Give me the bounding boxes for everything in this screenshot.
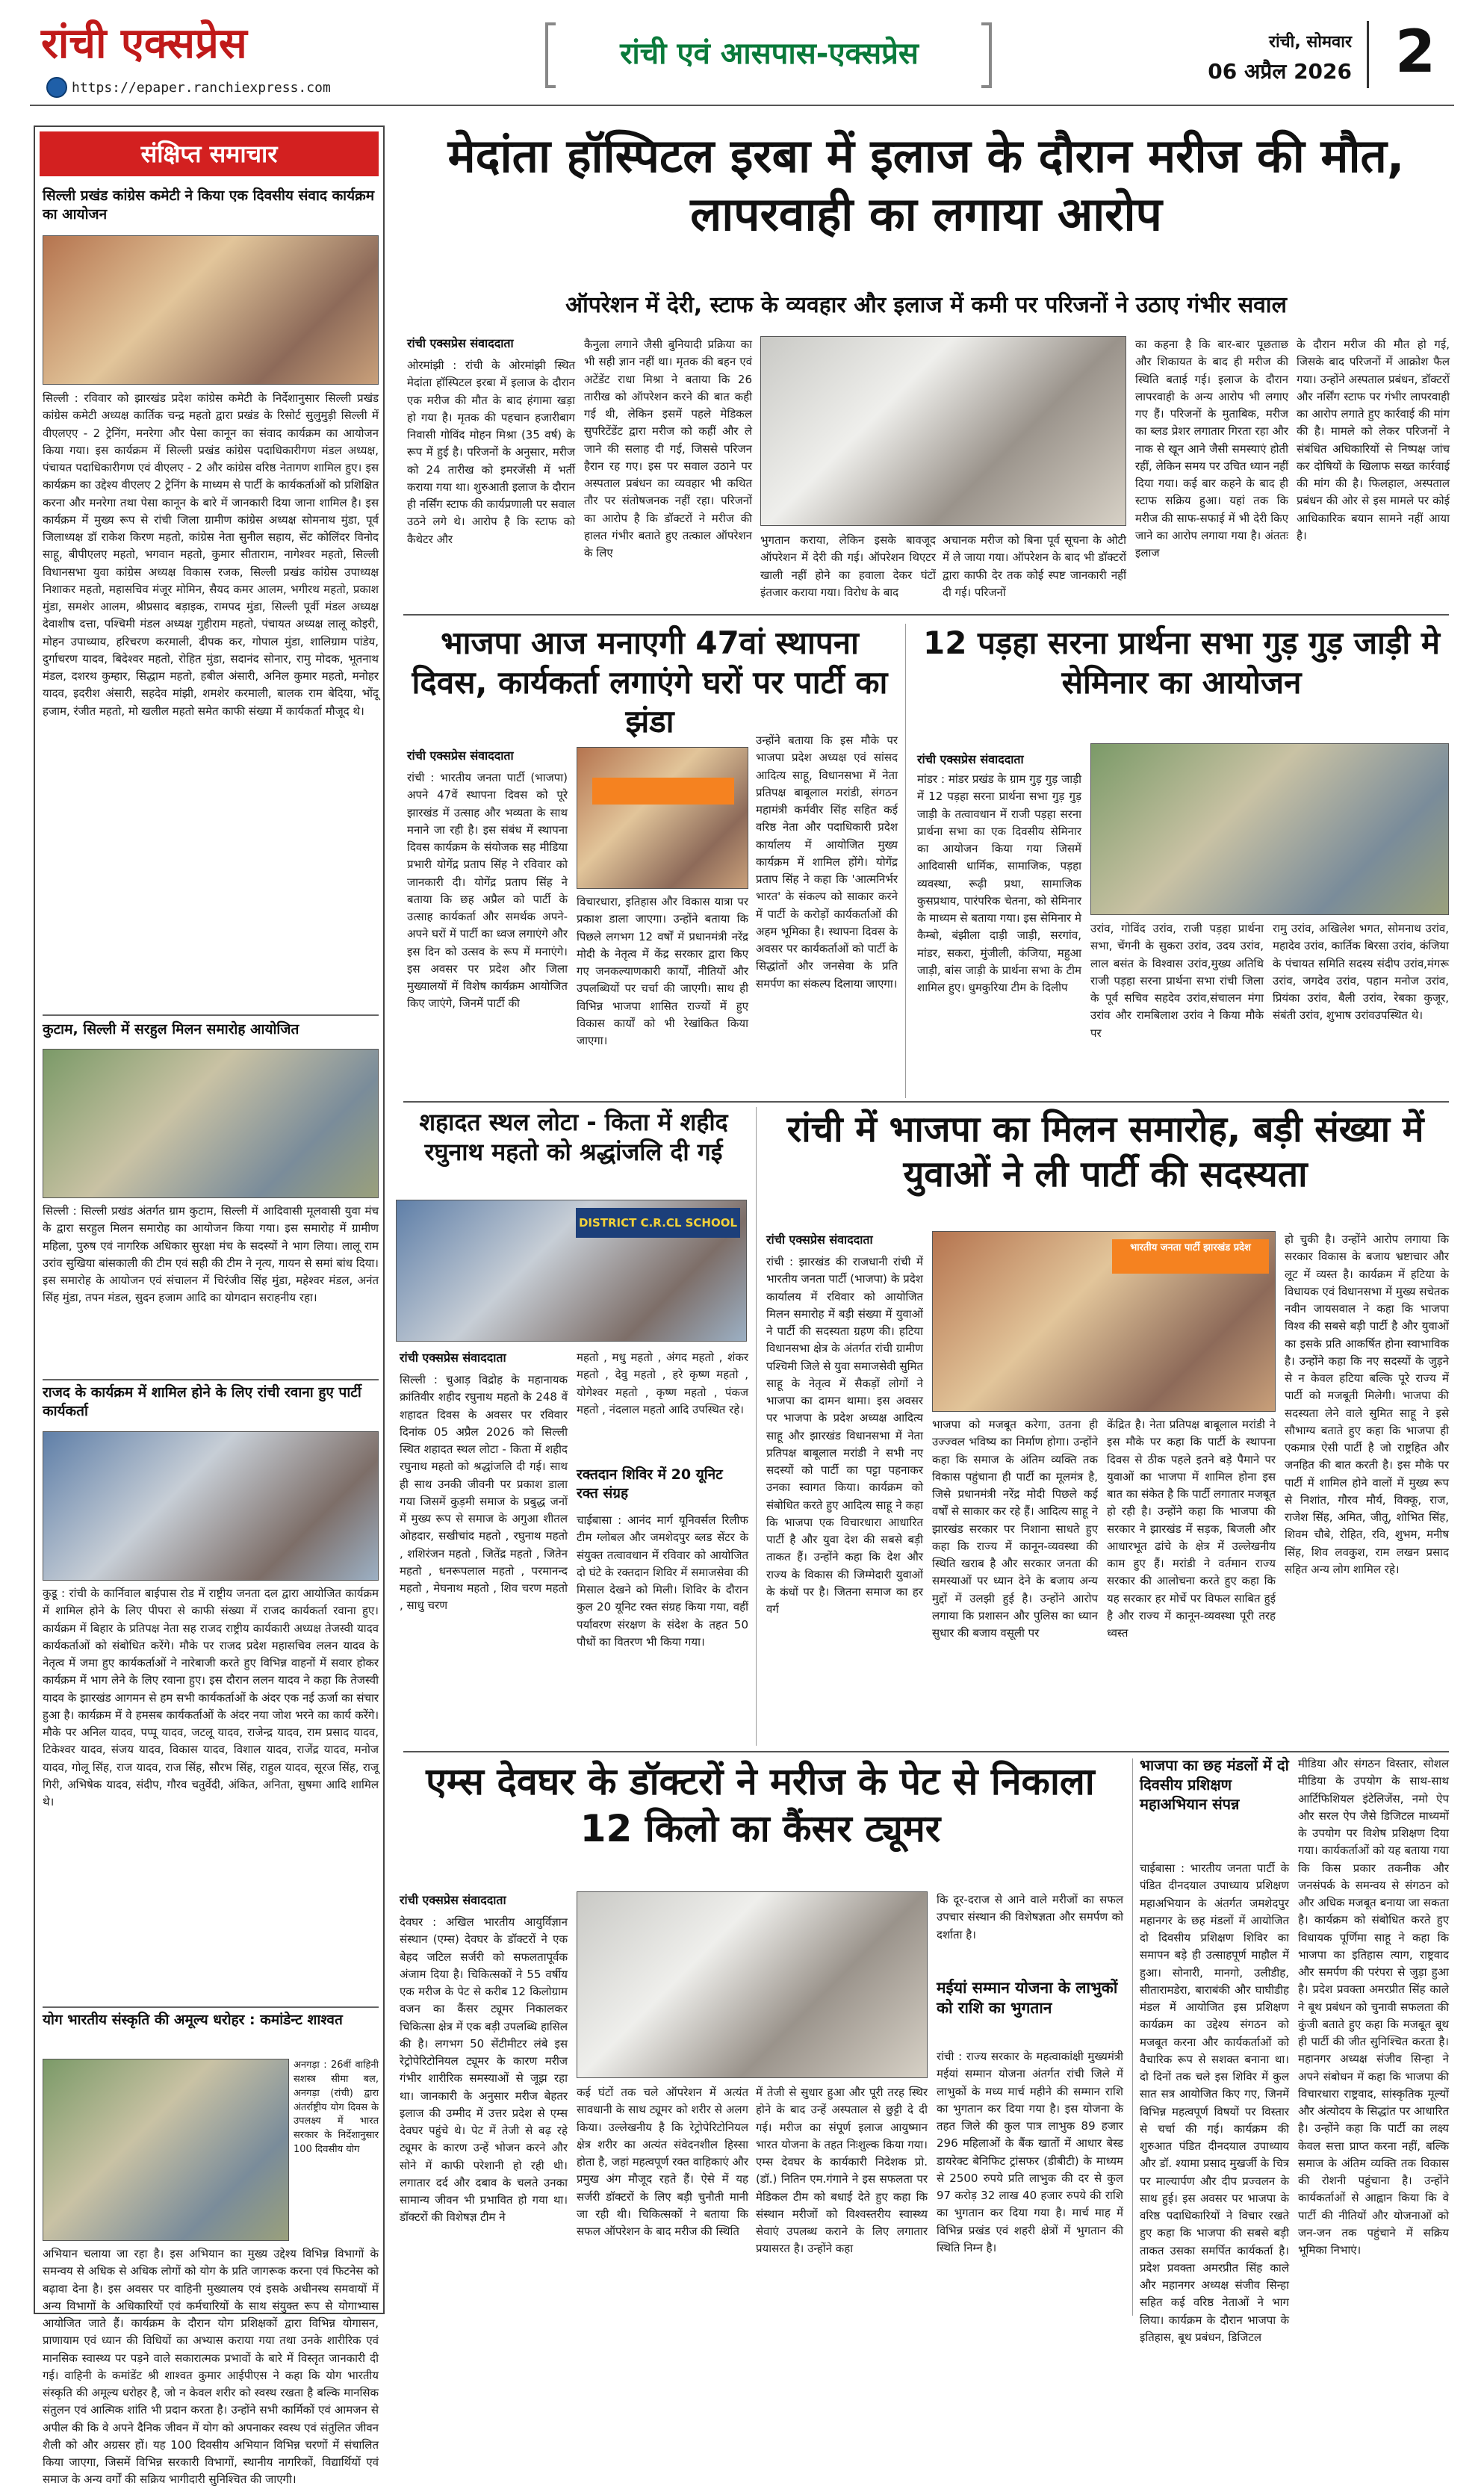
mahaabhiyan-col-1: चाईबासा : भारतीय जनता पार्टी के पंडित दीनदयाल उपाध्याय प्रशिक्षण महाअभियान के अंतर्गत जमशेदपुर महानगर के छह मंडलों में आयोजित दो दिवसीय प्रशिक्षण शिविर का समापन बड़े ही उत्साहपूर्ण माहौल में हुआ। सोनारी, मानगो, उलीडीह, सीतारामडेरा, बाराबंकी और घाघीडीह मंडल में आयोजित इस प्रशिक्षण कार्यक्रम का उद्देश्य संगठन को मजबूत करना और कार्यकर्ताओं को वैचारिक रूप से सशक्त बनाना था। दो दिनों तक चले इस शिविर में कुल सात सत्र आयोजित किए गए, जिनमें विभिन्न महत्वपूर्ण विषयों पर विस्तार से चर्चा की गई। कार्यक्रम की शुरुआत पंडित दीनदयाल उपाध्याय और डॉ. श्यामा प्रसाद मुखर्जी के चित्र पर माल्यार्पण और दीप प्रज्वलन के साथ हुई। इस अवसर पर भाजपा के वरिष्ठ पदाधिकारियों ने विचार रखते हुए कहा कि भाजपा की सबसे बड़ी ताकत उसका समर्पित कार्यकर्ता है। प्रदेश प्रवक्ता अमरप्रीत सिंह काले और महानगर अध्यक्ष संजीव सिन्हा सहित कई वरिष्ठ नेताओं ने भाग लिया। कार्यक्रम के दौरान भाजपा के इतिहास, बूथ प्रबंधन, डिजिटल xyxy=(1140,1862,1289,2344)
brief-title: संक्षिप्त समाचार xyxy=(40,131,379,176)
sarna-byline: रांची एक्सप्रेस संवाददाता xyxy=(917,752,1024,766)
brief-story-4-photo xyxy=(43,2059,289,2241)
bjp-foundation-col-2: विचारधारा, इतिहास और विकास यात्रा पर प्रकाश डाला जाएगा। उन्होंने बताया कि पिछले लगभग 12 वर्षों में प्रधानमंत्री नरेंद्र मोदी के नेतृत्व में केंद्र सरकार द्वारा किए गए जनकल्याणकारी कार्यों, नीतियों और उपलब्धियों पर चर्चा की जाएगी। साथ ही विभिन्न भाजपा शासित राज्यों में हुए विकास कार्यों को भी रेखांकित किया जाएगा। xyxy=(577,895,748,1047)
bjp-foundation-byline: रांची एक्सप्रेस संवाददाता xyxy=(407,748,514,763)
maiyan-body: रांची : राज्य सरकार के महत्वाकांक्षी मुख्यमंत्री मईयां सम्मान योजना अंतर्गत रांची जिले में लाभुकों के मध्य मार्च महीने की सम्मान राशि का भुगतान कर दिया गया है। इस योजना के तहत जिले की कुल पात्र लाभुक 89 हजार 296 महिलाओं के बैंक खातों में आधार बेस्ड डायरेक्ट बेनिफिट ट्रांसफर (डीबीटी) के माध्यम से 2500 रुपये प्रति लाभुक की दर से कुल 97 करोड़ 32 लाख 40 हजार रुपये की राशि का भुगतान कर दिया गया है। मार्च माह में विभिन्न प्रखंड एवं शहरी क्षेत्रों में भुगतान की स्थिति निम्न है। xyxy=(937,2050,1123,2254)
sarna-headline: 12 पड़हा सरना प्रार्थना सभा गुड़ गुड़ जाड़ी मे सेमिनार का आयोजन xyxy=(922,624,1441,701)
blood-donation-headline: रक्तदान शिविर में 20 यूनिट रक्त संग्रह xyxy=(577,1466,723,1501)
medanta-col-3: भुगतान कराया, लेकिन इसके बावजूद ऑपरेशन में देरी की गई। ऑपरेशन थिएटर खाली नहीं होने का हवाला देकर घंटों इंतजार कराया गया। विरोध के बाद xyxy=(760,533,936,599)
brief-story-2-photo xyxy=(43,1049,379,1198)
brief-story-3-photo xyxy=(43,1431,379,1581)
dateline-city: रांची, सोमवार xyxy=(1268,33,1352,52)
bjp-foundation-headline: भाजपा आज मनाएगी 47वां स्थापना दिवस, कार्यकर्ता लगाएंगे घरों पर पार्टी का झंडा xyxy=(412,624,888,740)
milan-col-4: हो चुकी है। उन्होंने आरोप लगाया कि सरकार विकास के बजाय भ्रष्टाचार और लूट में व्यस्त है। कार्यक्रम में हटिया के विधायक एवं विधानसभा में मुख्य सचेतक नवीन जायसवाल ने कहा कि भाजपा विश्व की सबसे बड़ी पार्टी है और युवाओं का इसके प्रति आकर्षित होना स्वाभाविक है। उन्होंने कहा कि नए सदस्यों के जुड़ने से न केवल हटिया बल्कि पूरे राज्य में पार्टी को मजबूती मिलेगी। भाजपा की सदस्यता लेने वाले सुमित साहू ने इसे सौभाग्य बताते हुए कहा कि भाजपा ही एकमात्र ऐसी पार्टी है जो राष्ट्रहित और जनहित की बात करती है। इस मौके पर पार्टी में शामिल होने वालों में मुख्य रूप से निशांत, गौरव मौर्य, विक्कू, राज, राजेश सिंह, अमित, जीतू, शोभित सिंह, शिवम चौबे, रोहित, रवि, शुभम, मनीष सिंह, शिव लवकुश, राम लखन प्रसाद सहित अन्य लोग शामिल रहे। xyxy=(1285,1233,1449,1576)
brief-story-2-headline: कुटाम, सिल्ली में सरहुल मिलन समारोह आयोजित xyxy=(43,1021,299,1038)
section-bracket-left xyxy=(545,22,556,88)
bjp-office-board xyxy=(592,778,734,805)
brief-story-3-body: कुडू : रांची के कार्निवाल बाईपास रोड में राष्ट्रीय जनता दल द्वारा आयोजित कार्यक्रम में शामिल होने के लिए पीपरा से काफी संख्या में राजद कार्यकर्ता रवाना हुए। कार्यक्रम में बिहार के प्रतिपक्ष नेता सह राजद राष्ट्रीय कार्यकारी अध्यक्ष तेजस्वी यादव कार्यकर्ताओं को संबोधित करेंगे। मौके पर राजद प्रदेश महासचिव ललन यादव के नेतृत्व में जमा हुए कार्यकर्ताओं ने नारेबाजी करते हुए विभिन्न वाहनों में सवार होकर कार्यक्रम में भाग लेने के लिए रवाना हुए। इस दौरान ललन यादव ने कहा कि तेजस्वी यादव के झारखंड आगमन से हम सभी कार्यकर्ताओं के अंदर एक नई ऊर्जा का संचार हुआ है। कार्यक्रम में वे हमसब कार्यकर्ताओं के अंदर नया जोश भरने का कार्य करेंगे। मौके पर अनिल यादव, पप्पू यादव, जटलू यादव, राजेन्द्र यादव, राम प्रसाद यादव, टिकेश्वर यादव, संजय यादव, विकास यादव, विशाल यादव, राजेंद्र यादव, मनोज यादव, गोलू सिंह, राज यादव, राज सिंह, सौरभ सिंह, राहुल यादव, सूरज सिंह, राजू गिरी, अभिषेक यादव, संदीप, गौरव चतुर्वेदी, अंकित, अनिता, सुषमा आदि शामिल थे। xyxy=(43,1587,379,1808)
bjp-foundation-col-1: रांची : भारतीय जनता पार्टी (भाजपा) अपने 47वें स्थापना दिवस को पूरे झारखंड में उत्साह और भव्यता के साथ मनाने जा रही है। इस संबंध में स्थापना दिवस कार्यक्रम के संयोजक सह मीडिया प्रभारी योगेंद्र प्रताप सिंह ने रविवार को जानकारी दी। योगेंद्र प्रताप सिंह ने बताया कि छह अप्रैल को पार्टी के उत्साह कार्यकर्ता और समर्थक अपने-अपने घरों में पार्टी का ध्वज लगाएंगे और इस दिन को उत्सव के रूप में मनाएंगे। इस अवसर पर प्रदेश और जिला मुख्यालयों में विशेष कार्यक्रम आयोजित किए जाएंगे, जिनमें पार्टी की xyxy=(407,771,568,1011)
aiims-col-3: में तेजी से सुधार हुआ और पूरी तरह स्थिर होने के बाद उन्हें अस्पताल से छुट्टी दे दी गई। मरीज का संपूर्ण इलाज आयुष्मान भारत योजना के तहत निःशुल्क किया गया। एम्स देवघर के कार्यकारी निदेशक प्रो. (डॉ.) नितिन एम.गंगाने ने इस सफलता पर मेडिकल टीम को बधाई देते हुए कहा कि संस्थान मरीजों को विश्वस्तरीय स्वास्थ्य सेवाएं उपलब्ध कराने के लिए लगातार प्रयासरत है। उन्होंने कहा xyxy=(756,2086,928,2256)
page-number: 2 xyxy=(1394,19,1436,86)
brief-story-3-headline: राजद के कार्यक्रम में शामिल होने के लिए रांची रवाना हुए पार्टी कार्यकर्ता xyxy=(43,1384,361,1419)
bjp-foundation-col-3: उन्होंने बताया कि इस मौके पर भाजपा प्रदेश अध्यक्ष एवं सांसद आदित्य साहू, विधानसभा में नेता प्रतिपक्ष बाबूलाल मरांडी, संगठन महामंत्री कर्मवीर सिंह सहित कई वरिष्ठ नेता और पदाधिकारी प्रदेश कार्यालय में आयोजित मुख्य कार्यक्रम में शामिल होंगे। योगेंद्र प्रताप सिंह ने कहा कि 'आत्मनिर्भर भारत' के संकल्प को साकार करने में पार्टी के करोड़ों कार्यकर्ताओं की अहम भूमिका है। स्थापना दिवस के अवसर पर कार्यकर्ताओं को पार्टी के सिद्धांतों और जनसेवा के प्रति समर्पण का संकल्प दिलाया जाएगा। xyxy=(756,734,898,991)
website-url[interactable]: https://epaper.ranchiexpress.com xyxy=(72,80,331,96)
masthead xyxy=(0,0,1484,112)
bjp-office-photo xyxy=(577,747,748,889)
aiims-col-4: कि दूर-दराज से आने वाले मरीजों का सफल उपचार संस्थान की विशेषज्ञता और समर्पण को दर्शाता है। xyxy=(937,1893,1123,1941)
milan-col-2: भाजपा को मजबूत करेगा, उतना ही उज्ज्वल भविष्य का निर्माण होगा। उन्होंने कहा कि समाज के अंतिम व्यक्ति तक विकास पहुंचाना ही पार्टी का मूलमंत्र है, जिसे प्रधानमंत्री नरेंद्र मोदी पिछले कई वर्षों से साकार कर रहे हैं। आदित्य साहू ने झारखंड सरकार पर निशाना साधते हुए कहा कि राज्य में कानून-व्यवस्था की स्थिति खराब है और सरकार जनता की समस्याओं पर ध्यान देने के बजाय अन्य मुद्दों में उलझी हुई है। उन्होंने आरोप लगाया कि प्रशासन और पुलिस का ध्यान सुधार की बजाय वसूली पर xyxy=(932,1418,1098,1640)
milan-headline: रांची में भाजपा का मिलन समारोह, बड़ी संख्या में युवाओं ने ली पार्टी की सदस्यता xyxy=(786,1109,1424,1195)
brief-story-2-body: सिल्ली : सिल्ली प्रखंड अंतर्गत ग्राम कुटाम, सिल्ली में आदिवासी मूलवासी युवा मंच के द्वारा सरहुल मिलन समारोह का आयोजन किया गया। इस समारोह में ग्रामीण महिला, पुरुष एवं नागरिक अधिकार सुरक्षा मंच के सदस्यों ने भाग लिया। लालू राम उरांव सुखिया बांसकाली की टीम एवं सही की टीम ने नृत्य, गायन से समां बांध दिया। इस समारोह के आयोजन एवं संचालन में चिरंजीव सिंह मुंडा, महेश्वर मंडल, अनंत सिंह मुंडा, तपन मंडल, सुदन हजाम आदि का योगदान सराहनीय रहा। xyxy=(43,1204,379,1305)
shahadat-col-1: सिल्ली : चुआड़ विद्रोह के महानायक क्रांतिवीर शहीद रघुनाथ महतो के 248 वें शहादत दिवस के अवसर पर रविवार दिनांक 05 अप्रैल 2026 को सिल्ली स्थित शहादत स्थल लोटा - किता में शहीद रघुनाथ महतो को श्रद्धांजलि दी गई। साथ ही साथ उनकी जीवनी पर प्रकाश डाला गया जिसमें कुड़मी समाज के प्रबुद्ध जनों में मुख्य रूप से समाज के अगुआ शीतल ओहदार, सखीचांद महतो , रघुनाथ महतो , शशिरंजन महतो , जितेंद्र महतो , जितेन महतो , धनरूपलाल महतो , परमानन्द महतो , मेघनाथ महतो , शिव चरण महतो , साधु चरण xyxy=(400,1373,568,1613)
milan-col-3: केंद्रित है। नेता प्रतिपक्ष बाबूलाल मरांडी ने इस मौके पर कहा कि पार्टी के स्थापना दिवस से ठीक पहले इतने बड़े पैमाने पर युवाओं का भाजपा में शामिल होना इस बात का संकेत है कि पार्टी लगातार मजबूत हो रही है। उन्होंने कहा कि भाजपा की सरकार ने झारखंड में सड़क, बिजली और आधारभूत ढांचे के क्षेत्र में उल्लेखनीय काम हुए हैं। मरांडी ने वर्तमान राज्य सरकार की आलोचना करते हुए कहा कि यह सरकार हर मोर्चे पर विफल साबित हुई है और राज्य में कानून-व्यवस्था पूरी तरह ध्वस्त xyxy=(1107,1418,1276,1640)
mahaabhiyan-col-2: मीडिया और संगठन विस्तार, सोशल मीडिया के उपयोग के साथ-साथ आर्टिफिशियल इंटेलिजेंस, नमो ऐप और सरल ऐप जैसे डिजिटल माध्यमों के उपयोग पर विशेष प्रशिक्षण दिया गया। कार्यकर्ताओं को यह बताया गया कि किस प्रकार तकनीक और जनसंपर्क के समन्वय से संगठन को और अधिक मजबूत बनाया जा सकता है। कार्यक्रम को संबोधित करते हुए विधायक पूर्णिमा साहू ने कहा कि भाजपा का इतिहास त्याग, राष्ट्रवाद और समर्पण की परंपरा से जुड़ा हुआ है। प्रदेश प्रवक्ता अमरप्रीत सिंह काले ने बूथ प्रबंधन को चुनावी सफलता की कुंजी बताते हुए कहा कि मजबूत बूथ ही पार्टी की जीत सुनिश्चित करता है। महानगर अध्यक्ष संजीव सिन्हा ने अपने संबोधन में कहा कि भाजपा की विचारधारा राष्ट्रवाद, सांस्कृतिक मूल्यों और अंत्योदय के सिद्धांत पर आधारित है। उन्होंने कहा कि पार्टी का लक्ष्य केवल सत्ता प्राप्त करना नहीं, बल्कि समाज के अंतिम व्यक्ति तक विकास की रोशनी पहुंचाना है। उन्होंने कार्यकर्ताओं से आह्वान किया कि वे पार्टी की नीतियों और योजनाओं को जन-जन तक पहुंचाने में सक्रिय भूमिका निभाएं। xyxy=(1298,1757,1450,2257)
aiims-doctors-photo xyxy=(577,1891,928,2078)
school-banner: DISTRICT C.R.CL SCHOOL xyxy=(576,1208,740,1238)
aiims-headline: एम्स देवघर के डॉक्टरों ने मरीज के पेट से निकाला 12 किलो का कैंसर ट्यूमर xyxy=(426,1760,1095,1850)
brief-story-1-photo xyxy=(43,235,379,385)
sarna-seminar-photo xyxy=(1090,743,1449,915)
masthead-logo: रांची एक्सप्रेस xyxy=(41,19,247,68)
shahadat-headline: शहादत स्थल लोटा - किता में शहीद रघुनाथ महतो को श्रद्धांजलि दी गई xyxy=(419,1108,728,1166)
medanta-col-1: ओरमांझी : रांची के ओरमांझी स्थित मेदांता हॉस्पिटल इरबा में इलाज के दौरान एक मरीज की मौत के बाद हंगामा खड़ा हो गया है। मृतक की पहचान हजारीबाग निवासी गोविंद मोहन मिश्रा (35 वर्ष) के रूप में हुई है। परिजनों के अनुसार, मरीज को 24 तारीख को इमरजेंसी में भर्ती कराया गया था। शुरुआती इलाज के दौरान ही नर्सिंग स्टाफ की कार्यप्रणाली पर सवाल उठने लगे थे। आरोप है कि स्टाफ को कैथेटर और xyxy=(407,359,575,546)
medanta-subhead: ऑपरेशन में देरी, स्टाफ के व्यवहार और इलाज में कमी पर परिजनों ने उठाए गंभीर सवाल xyxy=(565,292,1287,318)
blood-donation-body: चाईबासा : आनंद मार्ग यूनिवर्सल रिलीफ टीम ग्लोबल और जमशेदपुर ब्लड सेंटर के संयुक्त तत्वावधान में रविवार को आयोजित दो घंटे के रक्तदान शिविर में समाजसेवा की मिसाल देखने को मिली। शिविर के दौरान कुल 20 यूनिट रक्त संग्रह किया गया, वहीं पर्यावरण संरक्षण के संदेश के तहत 50 पौधों का वितरण भी किया गया। xyxy=(577,1513,748,1649)
section-bracket-right xyxy=(981,22,992,88)
shahadat-col-2: महतो , मधु महतो , अंगद महतो , शंकर महतो , देवु महतो , हरे कृष्ण महतो , योगेश्वर महतो , कृष्ण महतो , पंकज महतो , नंदलाल महतो आदि उपस्थित रहे। xyxy=(577,1351,748,1416)
sarna-col-1: मांडर : मांडर प्रखंड के ग्राम गुड़ गुड़ जाड़ी में 12 पड़हा सरना प्रार्थना सभा गुड़ गुड़ जाड़ी के तत्वावधान में राजी पड़हा सरना प्रार्थना सभा का एक दिवसीय सेमिनार का आयोजन किया गया जिसमें आदिवासी धार्मिक, सामाजिक, पड़हा व्यवस्था, रूढ़ी प्रथा, सामाजिक कुसप्रथाय, पारंपरिक चेतना, को सेमिनार के माध्यम से बताया गया। इस सेमिनार मे कैम्बो, बंझीला दाड़ी जाड़ी, सरगांव, मांडर, सकरा, मुंजीली, कंजिया, महुआ जाड़ी, बांस जाड़ी के प्रार्थना सभा के टीम शामिल हुए। धुमकुरिया टीम के दिलीप xyxy=(917,772,1081,994)
brief-story-1-headline: सिल्ली प्रखंड कांग्रेस कमेटी ने किया एक दिवसीय संवाद कार्यक्रम का आयोजन xyxy=(43,187,375,223)
brief-story-4-body-b: अभियान चलाया जा रहा है। इस अभियान का मुख्य उद्देश्य विभिन्न विभागों के समन्वय से अधिक से अधिक लोगों को योग के प्रति जागरूक करना एवं फिटनेस को बढ़ावा देना है। इस अवसर पर वाहिनी मुख्यालय एवं इसके अधीनस्थ समवायों में अन्य विभागों के अधिकारियों एवं कर्मचारियों के साथ संयुक्त रूप से योगाभ्यास आयोजित जाते हैं। कार्यक्रम के दौरान योग प्रशिक्षकों द्वारा विभिन्न योगासन, प्राणायाम एवं ध्यान की विधियों का अभ्यास कराया गया तथा उनके शारीरिक एवं मानसिक स्वास्थ्य पर पड़ने वाले सकारात्मक प्रभावों के बारे में विस्तृत जानकारी दी गई। वाहिनी के कमांडेंट श्री शाश्वत कुमार आईपीएस ने कहा कि योग भारतीय संस्कृति की अमूल्य धरोहर है, जो न केवल शरीर को स्वस्थ रखता है बल्कि मानसिक संतुलन एवं आत्मिक शांति भी प्रदान करता है। उन्होंने सभी कार्मिकों एवं आमजन से अपील की कि वे अपने दैनिक जीवन में योग को अपनाकर स्वस्थ एवं संतुलित जीवन शैली को और अग्रसर हों। यह 100 दिवसीय अभियान विभिन्न चरणों में संचालित किया जाएगा, जिसमें विभिन्न सरकारी विभागों, स्थानीय नागरिकों, विद्यार्थियों एवं समाज के अन्य वर्गों की सक्रिय भागीदारी सुनिश्चित की जाएगी। xyxy=(43,2247,379,2487)
shahadat-photo xyxy=(396,1200,747,1342)
dateline-date: 06 अप्रैल 2026 xyxy=(1208,59,1352,84)
medanta-col-6: के दौरान मरीज की मौत हो गई, जिसके बाद परिजनों में आक्रोश फैल गया। उन्होंने अस्पताल प्रबंधन, डॉक्टरों और नर्सिंग स्टाफ पर गंभीर लापरवाही का आरोप लगाते हुए कार्रवाई की मांग की है। मामले को लेकर परिजनों ने संबंधित अधिकारियों से निष्पक्ष जांच कर दोषियों के खिलाफ सख्त कार्रवाई की मांग की है। फिलहाल, अस्पताल प्रबंधन की ओर से इस मामले पर कोई आधिकारिक बयान सामने नहीं आया है। xyxy=(1297,338,1450,542)
brief-story-1-body: सिल्ली : रविवार को झारखंड प्रदेश कांग्रेस कमेटी के निर्देशानुसार सिल्ली प्रखंड कांग्रेस कमेटी अध्यक्ष कार्तिक चन्द्र महतो द्वारा प्रखंड के रिसोर्ट सुलुमुड़ी सिल्ली में वीएलएए - 2 ट्रेनिंग, मनरेगा और पेसा कानून का संवाद कार्यक्रम का आयोजन किया गया। इस कार्यक्रम में सिल्ली प्रखंड कांग्रेस पदाधिकारीगण मंडल अध्यक्ष, पंचायत पदाधिकारीगण एवं वीएलए - 2 और कांग्रेस वरिष्ठ नेतागण शामिल हुए। इस कार्यक्रम का उद्देश्य वीएलए 2 ट्रेनिंग के माध्यम से पार्टी के कार्यकर्ताओं को प्रशिक्षित करना और मनरेगा तथा पेसा कानून के बारे में जानकारी दिया जाना शामिल है। इस कार्यक्रम में मुख्य रूप से रांची जिला ग्रामीण कांग्रेस अध्यक्ष सोमनाथ मुंडा, पूर्व जिलाध्यक्ष डॉ राकेश किरण महतो, कांग्रेस नेता सुनील सहाय, सेंट कोलिंदर विनोद साहू, बीपीएलए महतो, भगवान महतो, कुमार सीताराम, नागेश्वर महतो, सिल्ली विधानसभा युवा कांग्रेस अध्यक्ष विकास रजक, सिल्ली प्रखंड कांग्रेस उपाध्यक्ष निशाकर महतो, महासचिव मंजूर मोमिन, सैयद कमर आलम, भगीरथ महतो, प्रकाश मुंडा, समशेर आलम, श्रीप्रसाद बड़ाइक, रामपद मुंडा, सिल्ली पूर्वी मंडल अध्यक्ष देवाशीष दत्ता, पश्चिमी मंडल अध्यक्ष गुहीराम महतो, पंचायत अध्यक्ष लालू कोइरी, मोहन उपाध्याय, हरिचरण करमाली, दीपक कर, गोपाल मुंडा, शालिग्राम पांडेय, दुर्गाचरण यादव, बिदेश्वर महतो, रोहित मुंडा, सदानंद सोनार, रामु मोदक, भूतनाथ मंडल, दशरथ कुम्हार, सिद्धाम महतो, हबील अंसारी, अनिल कुमार महतो, मनोहर यादव, इदरीश अंसारी, सहदेव मांझी, शमशेर करमाली, बालक राम बेदिया, भोंदू हजाम, रंजीत महतो, मो खलील महतो समेत काफी संख्या में कार्यकर्ता मौजूद थे। xyxy=(43,391,379,718)
aiims-byline: रांची एक्सप्रेस संवाददाता xyxy=(400,1893,506,1907)
medanta-byline: रांची एक्सप्रेस संवाददाता xyxy=(407,336,514,350)
brief-story-4-body-a: अनगड़ा : 26वीं वाहिनी सशस्त्र सीमा बल, अनगड़ा (रांची) द्वारा अंतर्राष्ट्रीय योग दिवस के उपलक्ष्य में भारत सरकार के निर्देशानुसार 100 दिवसीय योग xyxy=(294,2059,379,2156)
globe-icon xyxy=(46,77,67,98)
milan-photo xyxy=(932,1231,1276,1412)
medanta-col-2: कैनुला लगाने जैसी बुनियादी प्रक्रिया का भी सही ज्ञान नहीं था। मृतक की बहन एवं अटेंडेंट राधा मिश्रा ने बताया कि 26 तारीख को ऑपरेशन करने की बात कही गई थी, लेकिन इसमें पहले मेडिकल सुपरिटेंडेंट द्वारा मरीज को कहीं और ले जाने की सलाह दी गई, जिससे परिजन हैरान रह गए। इस पर सवाल उठाने पर अस्पताल प्रबंधन का व्यवहार भी कथित तौर पर संतोषजनक नहीं रहा। परिजनों का आरोप है कि डॉक्टरों ने मरीज की हालत गंभीर बताते हुए तत्काल ऑपरेशन के लिए xyxy=(584,338,752,560)
medanta-headline: मेदांता हॉस्पिटल इरबा में इलाज के दौरान मरीज की मौत, लापरवाही का लगाया आरोप xyxy=(447,128,1405,241)
sarna-col-2: उरांव, गोविंद उरांव, राजी पड़हा प्रार्थना सभा, चेंगनी के सुकरा उरांव, उदय उरांव, लाल बसंत के विश्वास उरांव,मुख्य अतिथि राजी पड़हा सरना प्रार्थना सभा रांची जिला के पूर्व सचिव सहदेव उरांव,संचालन मंगा उरांव और रामबिलाश उरांव ने किया मौके पर xyxy=(1090,922,1264,1040)
brief-story-4-headline: योग भारतीय संस्कृति की अमूल्य धरोहर : कमांडेन्ट शाश्वत xyxy=(43,2012,343,2028)
shahadat-byline: रांची एक्सप्रेस संवाददाता xyxy=(400,1351,506,1365)
maiyan-headline: मईयां सम्मान योजना के लाभुकों को राशि का भुगतान xyxy=(937,1979,1118,2018)
medanta-col-4: अचानक मरीज को बिना पूर्व सूचना के ओटी में ले जाया गया। ऑपरेशन के बाद भी डॉक्टरों द्वारा काफी देर तक कोई स्पष्ट जानकारी नहीं दी गई। परिजनों xyxy=(943,533,1126,599)
milan-banner: भारतीय जनता पार्टी झारखंड प्रदेश xyxy=(1112,1239,1269,1274)
section-title: रांची एवं आसपास-एक्सप्रेस xyxy=(620,37,919,71)
milan-byline: रांची एक्सप्रेस संवाददाता xyxy=(766,1233,873,1247)
milan-col-1: रांची : झारखंड की राजधानी रांची में भारतीय जनता पार्टी (भाजपा) के प्रदेश कार्यालय में रविवार को आयोजित मिलन समारोह में बड़ी संख्या में युवाओं ने पार्टी की सदस्यता ग्रहण की। हटिया विधानसभा क्षेत्र के अंतर्गत रांची ग्रामीण पश्चिमी जिले से युवा समाजसेवी सुमित साहू के नेतृत्व में सैकड़ों लोगों ने भाजपा का दामन थामा। इस अवसर पर भाजपा के प्रदेश अध्यक्ष आदित्य साहू और झारखंड विधानसभा में नेता प्रतिपक्ष बाबूलाल मरांडी ने सभी नए सदस्यों को पार्टी का पट्टा पहनाकर उनका स्वागत किया। कार्यक्रम को संबोधित करते हुए आदित्य साहू ने कहा कि भाजपा एक विचारधारा आधारित पार्टी है और युवा देश की सबसे बड़ी ताकत हैं। उन्होंने कहा कि देश और राज्य के विकास की जिम्मेदारी युवाओं के कंधों पर है। जितना समाज का हर वर्ग xyxy=(766,1255,923,1616)
medanta-patient-photo xyxy=(760,336,1126,526)
sarna-col-3: रामु उरांव, अखिलेश भगत, सोमनाथ उरांव, महादेव उरांव, कार्तिक बिरसा उरांव, कंजिया के पंचायत समिति सदस्य संदीप उरांव,मंगरू उरांव, जगदेव उरांव, पहान मनोज उरांव, प्रियंका उरांव, बैली उरांव, रेबका कुजूर, संबंती उरांव, शुभाष उरांवउपस्थित थे। xyxy=(1273,922,1449,1023)
brief-column xyxy=(34,125,385,2487)
medanta-col-5: का कहना है कि बार-बार पूछताछ और शिकायत के बाद ही मरीज की स्थिति बताई गई। इलाज के दौरान लापरवाही के अन्य आरोप भी लगाए गए हैं। परिजनों के मुताबिक, मरीज का ब्लड प्रेशर लगातार गिरता रहा और नाक से खून आने जैसी समस्याएं होती रहीं, लेकिन समय पर उचित ध्यान नहीं दिया गया। कई बार कहने के बाद ही स्टाफ सक्रिय हुआ। यहां तक कि मरीज की साफ-सफाई में भी देरी किए जाने का आरोप लगाया गया है। अंततः इलाज xyxy=(1135,338,1288,560)
aiims-col-2: कई घंटों तक चले ऑपरेशन में अत्यंत सावधानी के साथ ट्यूमर को शरीर से अलग किया। उल्लेखनीय है कि रेट्रोपेरिटोनियल क्षेत्र शरीर का अत्यंत संवेदनशील हिस्सा होता है, जहां महत्वपूर्ण रक्त वाहिकाएं और प्रमुख अंग मौजूद रहते हैं। ऐसे में यह सर्जरी डॉक्टरों के लिए बड़ी चुनौती मानी जा रही थी। चिकित्सकों ने बताया कि सफल ऑपरेशन के बाद मरीज की स्थिति xyxy=(577,2086,748,2238)
mahaabhiyan-headline: भाजपा का छह मंडलों में दो दिवसीय प्रशिक्षण महाअभियान संपन्न xyxy=(1140,1756,1289,1813)
aiims-col-1: देवघर : अखिल भारतीय आयुर्विज्ञान संस्थान (एम्स) देवघर के डॉक्टरों ने एक बेहद जटिल सर्जरी को सफलतापूर्वक अंजाम दिया है। चिकित्सकों ने 55 वर्षीय एक मरीज के पेट से करीब 12 किलोग्राम वजन का कैंसर ट्यूमर निकालकर चिकित्सा क्षेत्र में एक बड़ी उपलब्धि हासिल की है। लगभग 50 सेंटीमीटर लंबे इस रेट्रोपेरिटोनियल ट्यूमर के कारण मरीज गंभीर शारीरिक समस्याओं से जूझ रहा था। जानकारी के अनुसार मरीज बेहतर इलाज की उम्मीद में उत्तर प्रदेश से एम्स देवघर पहुंचे थे। पेट में तेजी से बढ़ रहे ट्यूमर के कारण उन्हें भोजन करने और सोने में काफी परेशानी हो रही थी। लगातार दर्द और दबाव के चलते उनका सामान्य जीवन भी प्रभावित हो गया था। डॉक्टरों की विशेषज्ञ टीम ने xyxy=(400,1915,568,2225)
